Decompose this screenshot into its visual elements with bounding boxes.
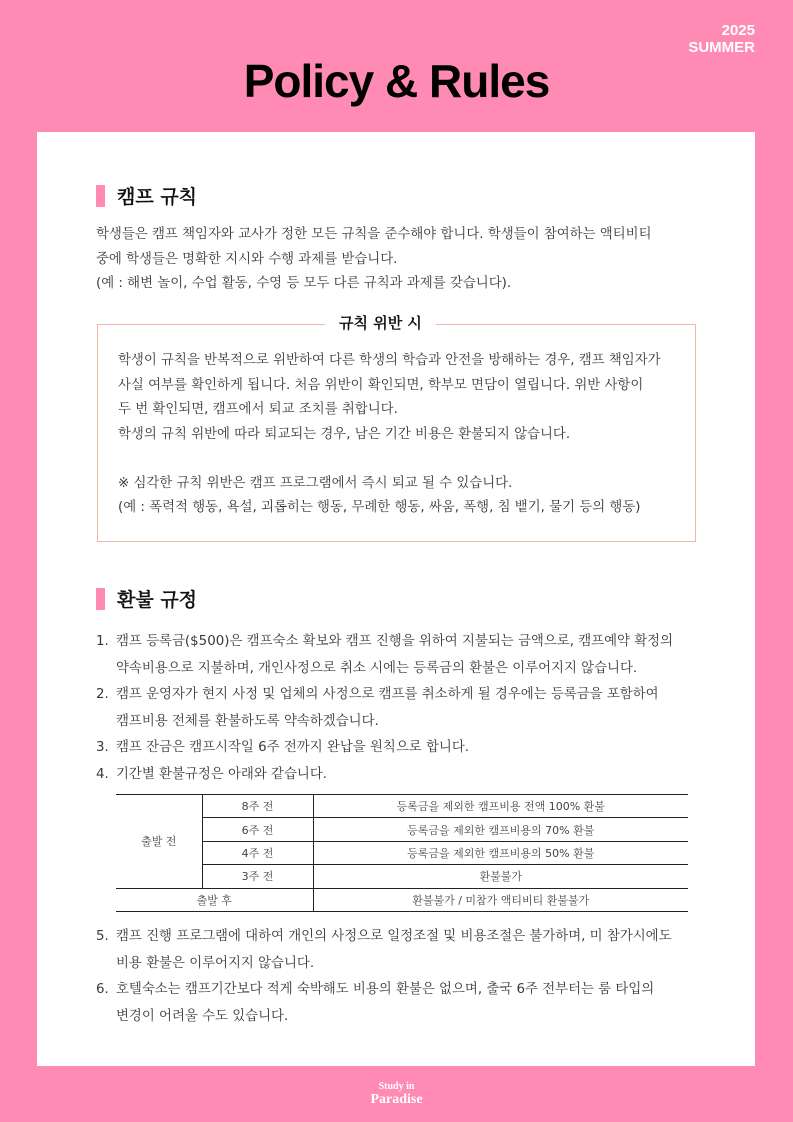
text-line: (예 : 해변 놀이, 수업 활동, 수영 등 모두 다른 규칙과 과제를 갖습니다). xyxy=(96,276,512,291)
text-line: (예 : 폭력적 행동, 욕설, 괴롭히는 행동, 무례한 행동, 싸움, 폭행, 침 뱉기, 물기 등의 행동) xyxy=(118,500,641,515)
heading-accent-bar xyxy=(96,185,105,207)
policy-cell: 환불불가 / 미참가 액티비티 환불불가 xyxy=(313,888,688,911)
after-departure-cell: 출발 후 xyxy=(116,888,313,911)
text-line: 두 번 확인되면, 캠프에서 퇴교 조치를 취합니다. xyxy=(118,402,398,417)
text-line: 학생이 규칙을 반복적으로 위반하여 다른 학생의 학습과 안전을 방해하는 경우, 캠프 책임자가 xyxy=(118,353,661,368)
refund-list-top xyxy=(96,629,673,788)
table-row xyxy=(116,795,688,818)
season-label xyxy=(688,22,755,56)
list-item xyxy=(96,629,673,682)
text-line: 변경이 어려울 수도 있습니다. xyxy=(116,1008,289,1024)
before-departure-cell: 출발 전 xyxy=(116,795,202,889)
list-number: 5. xyxy=(96,929,109,944)
study-in-paradise-logo xyxy=(0,1080,793,1106)
table-row xyxy=(116,888,688,911)
refund-table xyxy=(116,794,688,912)
list-item xyxy=(96,735,673,762)
heading-accent-bar xyxy=(96,588,105,610)
violation-box xyxy=(97,314,696,542)
text-line: 약속비용으로 지불하며, 개인사정으로 취소 시에는 등록금의 환불은 이루어지지 않습니다. xyxy=(116,660,638,676)
text-line: 기간별 환불규정은 아래와 같습니다. xyxy=(116,766,328,782)
policy-cell: 등록금을 제외한 캠프비용의 50% 환불 xyxy=(313,841,688,864)
text-line: 학생들은 캠프 책임자와 교사가 정한 모든 규칙을 준수해야 합니다. 학생들이 참여하는 액티비티 xyxy=(96,227,652,242)
camp-rules-title: 캠프 규칙 xyxy=(117,186,198,208)
refund-list-bottom xyxy=(96,924,672,1030)
list-item xyxy=(96,924,672,977)
text-line: 캠프 진행 프로그램에 대하여 개인의 사정으로 일정조절 및 비용조절은 불가하며, 미 참가시에도 xyxy=(116,929,672,944)
text-line: 캠프비용 전체를 환불하도록 약속하겠습니다. xyxy=(116,713,379,729)
camp-rules-text xyxy=(96,223,652,297)
text-line: ※ 심각한 규칙 위반은 캠프 프로그램에서 즉시 퇴교 될 수 있습니다. xyxy=(118,475,513,491)
policy-cell: 등록금을 제외한 캠프비용의 70% 환불 xyxy=(313,818,688,841)
list-item xyxy=(96,682,673,735)
content-panel xyxy=(37,132,755,1066)
violation-title: 규칙 위반 시 xyxy=(325,312,436,333)
period-cell: 8주 전 xyxy=(202,795,313,818)
list-number: 2. xyxy=(96,687,109,702)
list-item xyxy=(96,762,673,789)
list-number: 3. xyxy=(96,740,109,755)
logo-line-2: Paradise xyxy=(370,1092,423,1107)
refund-title: 환불 규정 xyxy=(117,589,198,611)
text-line: 사실 여부를 확인하게 됩니다. 처음 위반이 확인되면, 학부모 면담이 열립니다. 위반 사항이 xyxy=(118,377,644,393)
text-line: 캠프 잔금은 캠프시작일 6주 전까지 완납을 원칙으로 합니다. xyxy=(116,740,470,755)
policy-cell: 등록금을 제외한 캠프비용 전액 100% 환불 xyxy=(313,795,688,818)
period-cell: 4주 전 xyxy=(202,841,313,864)
camp-rules-heading xyxy=(96,182,197,209)
list-number: 6. xyxy=(96,982,109,997)
period-cell: 6주 전 xyxy=(202,818,313,841)
policy-cell: 환불불가 xyxy=(313,865,688,888)
logo-line-1: Study in xyxy=(378,1081,415,1092)
text-line: 호텔숙소는 캠프기간보다 적게 숙박해도 비용의 환불은 없으며, 출국 6주 전부터는 룸 타입의 xyxy=(116,982,655,997)
list-number: 4. xyxy=(96,766,109,782)
text-line: 캠프 운영자가 현지 사정 및 업체의 사정으로 캠프를 취소하게 될 경우에는 등록금을 포함하여 xyxy=(116,687,659,702)
table-row xyxy=(116,818,688,841)
text-line: 중에 학생들은 명확한 지시와 수행 과제를 받습니다. xyxy=(96,251,398,267)
violation-text xyxy=(118,349,661,521)
text-line: 학생의 규칙 위반에 따라 퇴교되는 경우, 남은 기간 비용은 환불되지 않습니다. xyxy=(118,426,571,442)
text-line xyxy=(118,447,661,472)
table-row xyxy=(116,865,688,888)
list-item xyxy=(96,977,672,1030)
text-line: 캠프 등록금($500)은 캠프숙소 확보와 캠프 진행을 위하여 지불되는 금액으로, 캠프예약 확정의 xyxy=(116,634,674,649)
page-title: Policy & Rules xyxy=(243,55,550,107)
table-row xyxy=(116,841,688,864)
text-line: 비용 환불은 이루어지지 않습니다. xyxy=(116,955,315,971)
season-name: SUMMER xyxy=(688,39,755,56)
refund-heading xyxy=(96,585,197,612)
period-cell: 3주 전 xyxy=(202,865,313,888)
season-year: 2025 xyxy=(721,22,755,39)
list-number: 1. xyxy=(96,634,109,649)
